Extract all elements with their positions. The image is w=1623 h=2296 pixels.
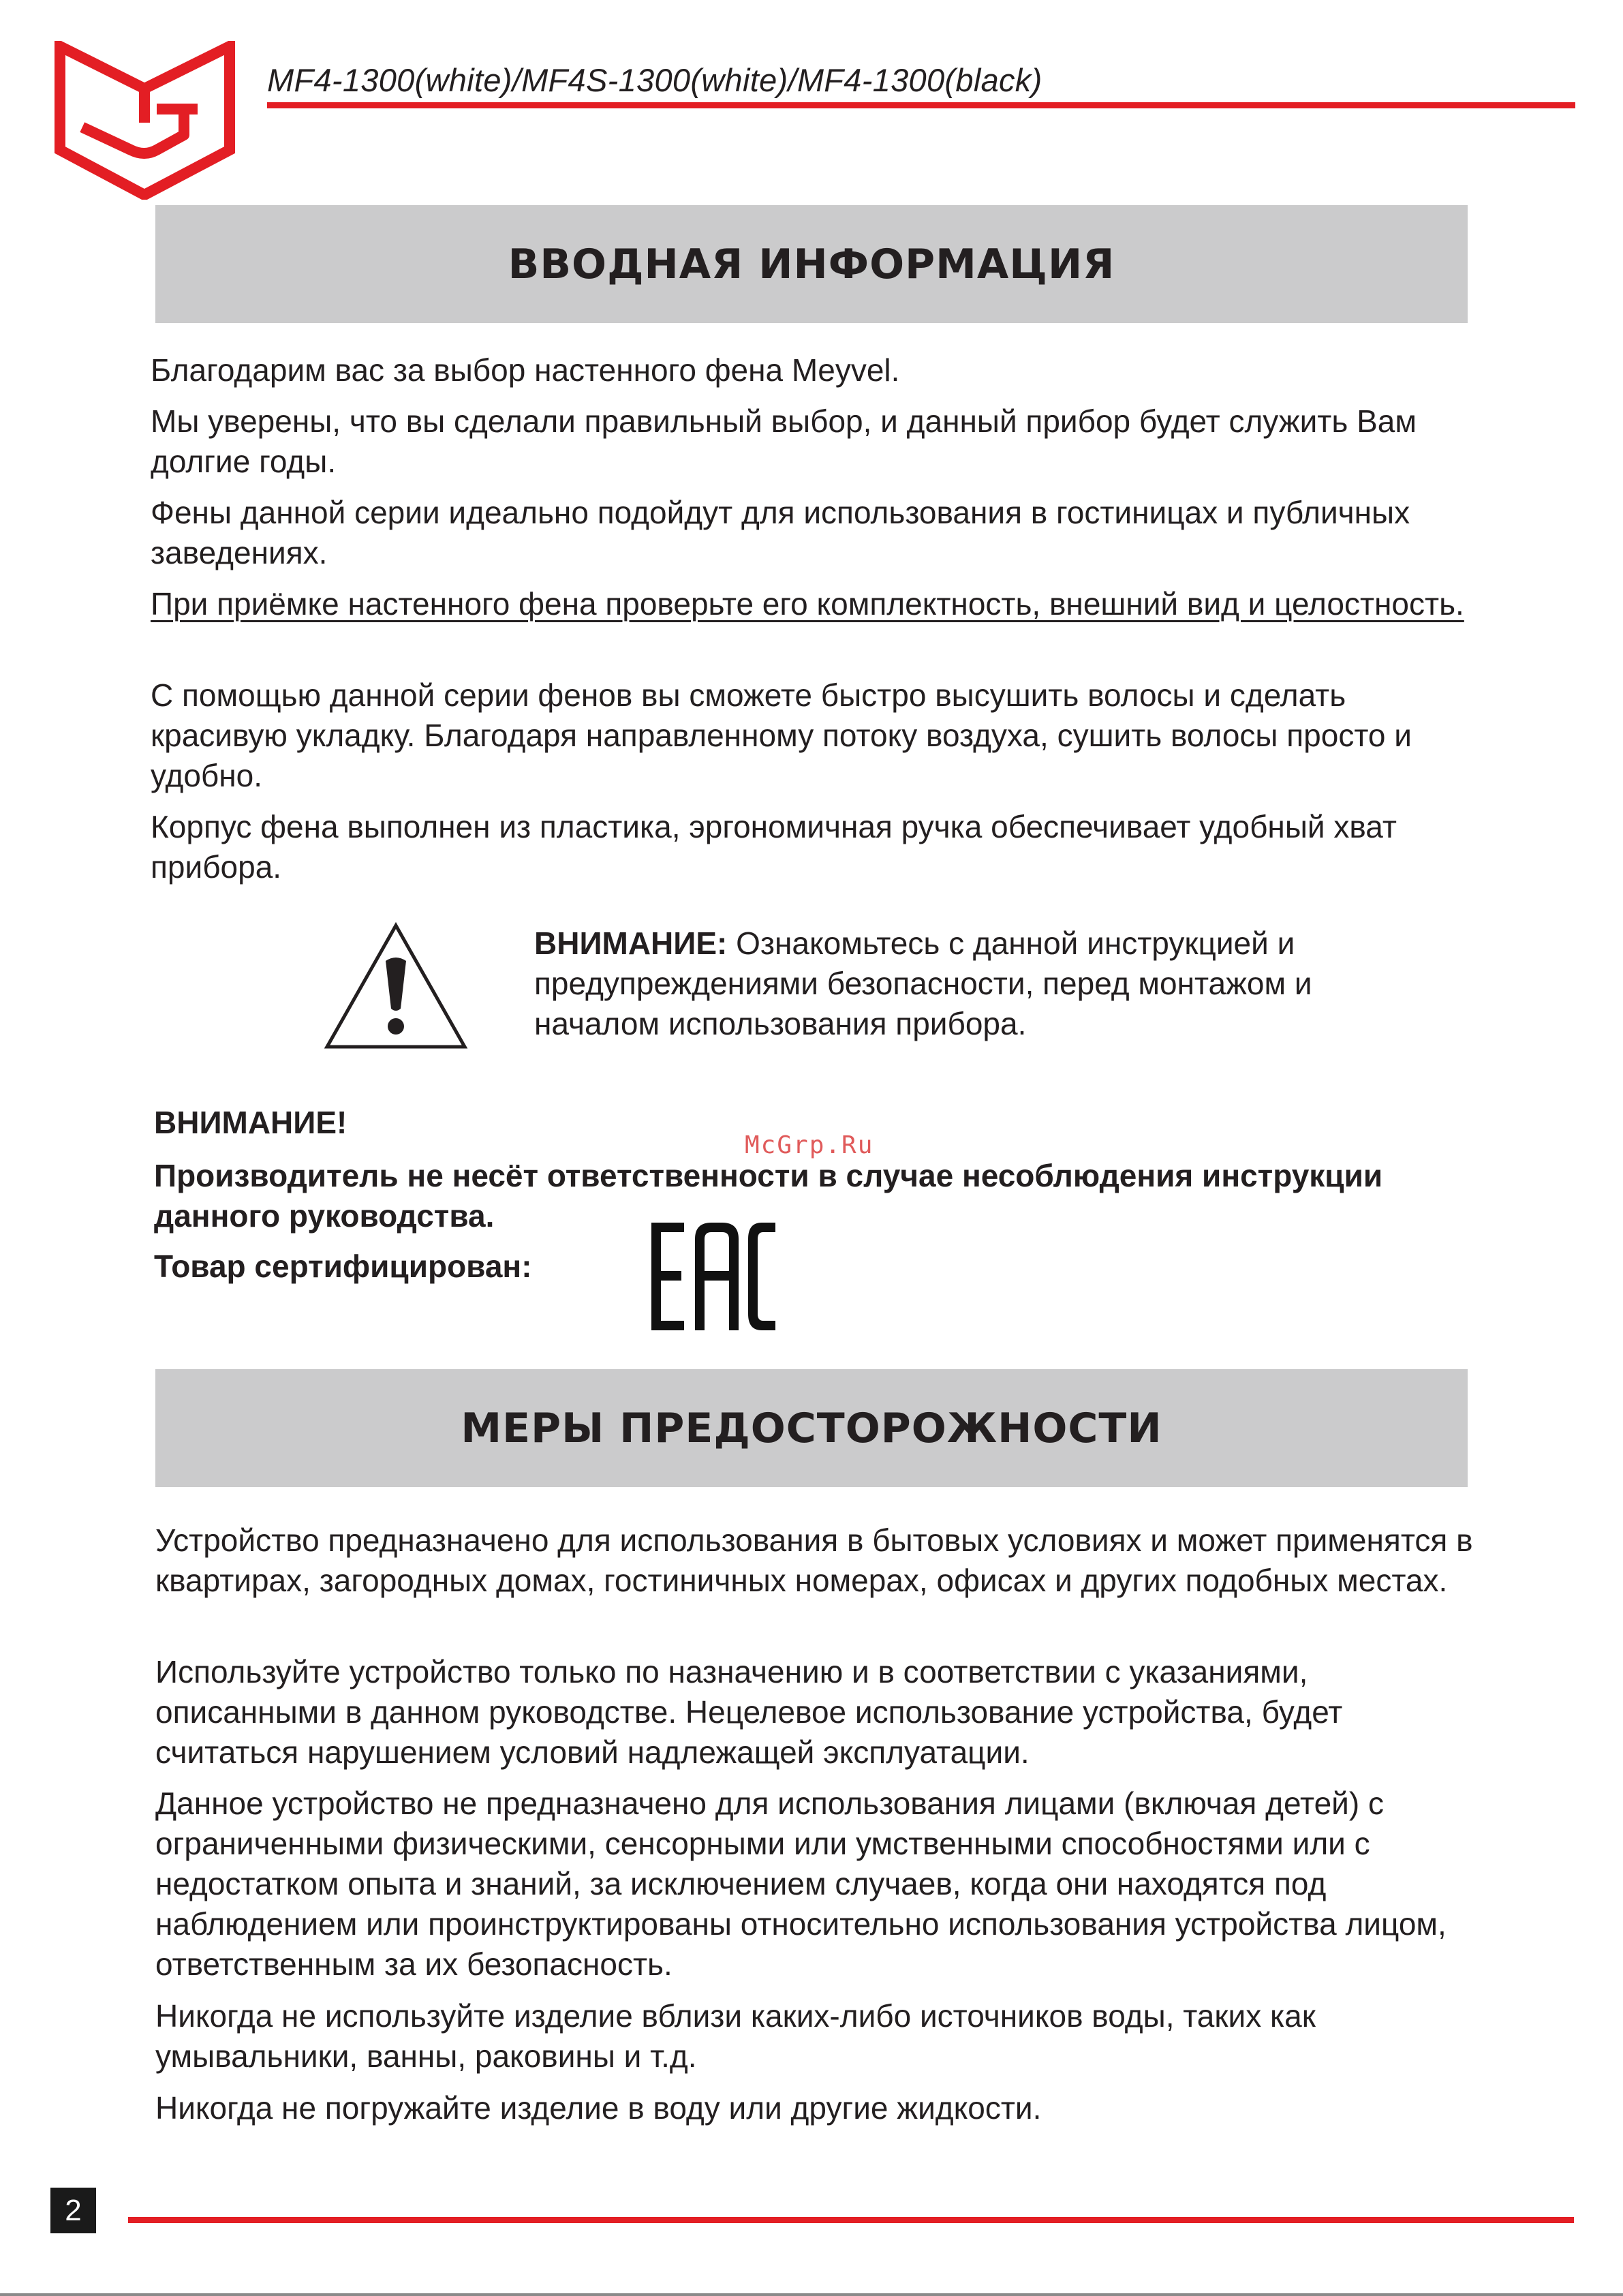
intro-paragraph: С помощью данной серии фенов вы сможете быстро высушить волосы и сделать красивую укладку. Благодаря направленному потоку воздуха, сушить волосы просто и удобно. [151, 677, 1412, 793]
warning-triangle-icon [323, 921, 469, 1051]
watermark: McGrp.Ru [745, 1131, 874, 1159]
model-line: MF4-1300(white)/MF4S-1300(white)/MF4-1300(black) [267, 62, 1042, 98]
precautions-paragraph: Никогда не используйте изделие вблизи каких-либо источников воды, таких как умывальники, ванны, раковины и т.д. [155, 1998, 1316, 2074]
intro-section-title: ВВОДНАЯ ИНФОРМАЦИЯ [508, 240, 1115, 288]
brand-logo-icon [55, 41, 235, 200]
intro-paragraph: Благодарим вас за выбор настенного фена Meyvel. [151, 352, 900, 388]
attention-text: Ознакомьтесь с данной инструкцией и предупреждениями безопасности, перед монтажом и началом использования прибора. [534, 925, 1312, 1041]
intro-paragraph: Мы уверены, что вы сделали правильный выбор, и данный прибор будет служить Вам долгие годы. [151, 403, 1417, 479]
footer-rule [128, 2217, 1574, 2223]
precautions-paragraph: Устройство предназначено для использования в бытовых условиях и может применятся в квартирах, загородных домах, гостиничных номерах, офисах и других подобных местах. [155, 1522, 1473, 1598]
intro-paragraph: Фены данной серии идеально подойдут для использования в гостиницах и публичных заведениях. [151, 495, 1410, 570]
precautions-paragraph: Никогда не погружайте изделие в воду или другие жидкости. [155, 2090, 1042, 2126]
precautions-paragraph: Данное устройство не предназначено для использования лицами (включая детей) с ограниченными физическими, сенсорными или умственными способностями или с недостатком опыта и знаний, за исключением случаев, когда они находятся под наблюдением или проинструктированы относительно использования устройства лицом, ответственным за их безопасность. [155, 1786, 1447, 1982]
header-rule [267, 102, 1575, 108]
certified-label: Товар сертифицирован: [154, 1249, 532, 1284]
warning-text: Производитель не несёт ответственности в случае несоблюдения инструкции данного руководства. [154, 1158, 1383, 1234]
precautions-section-header [155, 1369, 1468, 1487]
precautions-section-title: МЕРЫ ПРЕДОСТОРОЖНОСТИ [461, 1404, 1162, 1452]
intro-paragraph-underlined: При приёмке настенного фена проверьте его комплектность, внешний вид и целостность. [151, 586, 1464, 622]
warning-heading: ВНИМАНИЕ! [154, 1105, 347, 1140]
attention-note [534, 923, 1440, 1044]
attention-label: ВНИМАНИЕ: [534, 925, 728, 961]
page-number: 2 [50, 2188, 96, 2233]
precautions-paragraph: Используйте устройство только по назначению и в соответствии с указаниями, описанными в данном руководстве. Нецелевое использование устройства, будет считаться нарушением условий надлежащей эксплуатации. [155, 1654, 1343, 1770]
page-bottom-edge [0, 2293, 1623, 2296]
eac-certification-icon [649, 1219, 778, 1334]
intro-section-header [155, 205, 1468, 323]
intro-paragraph: Корпус фена выполнен из пластика, эргономичная ручка обеспечивает удобный хват прибора. [151, 809, 1397, 885]
